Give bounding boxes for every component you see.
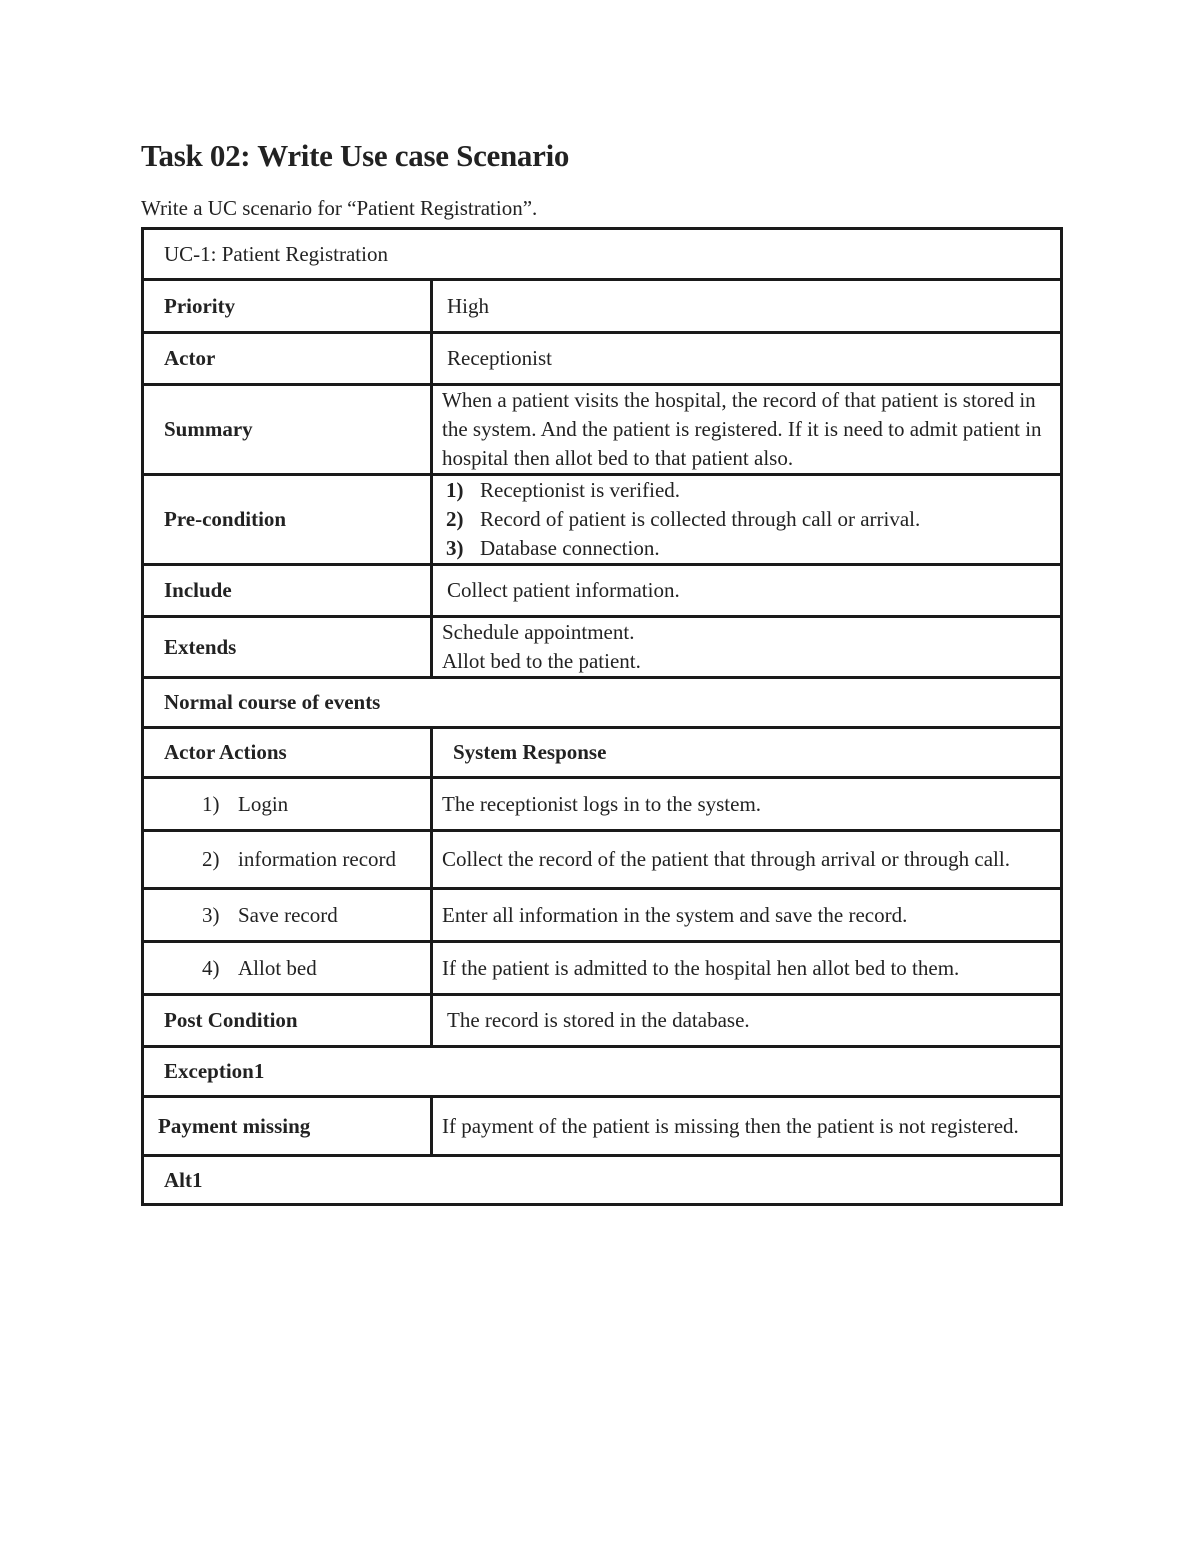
extends-row xyxy=(143,617,1062,678)
uc-header-row xyxy=(143,229,1062,280)
exception-label: Exception1 xyxy=(143,1047,1062,1097)
summary-value: When a patient visits the hospital, the record of that patient is stored in the system. And the patient is registered. If it is need to admit patient in hospital then allot bed to that patient also. xyxy=(432,385,1062,475)
precondition-label: Pre-condition xyxy=(143,475,432,565)
exception-row xyxy=(143,1047,1062,1097)
extends-line: Schedule appointment. xyxy=(442,620,635,644)
priority-label: Priority xyxy=(143,280,432,333)
include-row xyxy=(143,565,1062,617)
precondition-item-text: Receptionist is verified. xyxy=(480,478,681,502)
payment-missing-value: If payment of the patient is missing then the patient is not registered. xyxy=(432,1097,1062,1156)
alt-label: Alt1 xyxy=(143,1156,1062,1205)
precondition-item xyxy=(442,534,1060,563)
step-row xyxy=(143,778,1062,831)
actor-label: Actor xyxy=(143,333,432,385)
extends-value xyxy=(432,617,1062,678)
precondition-item-text: Database connection. xyxy=(480,536,660,560)
precondition-item-number: 3) xyxy=(446,536,464,560)
post-condition-label: Post Condition xyxy=(143,995,432,1047)
extends-line: Allot bed to the patient. xyxy=(442,649,641,673)
post-condition-value: The record is stored in the database. xyxy=(432,995,1062,1047)
columns-row xyxy=(143,728,1062,778)
precondition-item xyxy=(442,476,1060,505)
normal-course-row xyxy=(143,678,1062,728)
step-response: Collect the record of the patient that through arrival or through call. xyxy=(432,831,1062,889)
page-title: Task 02: Write Use case Scenario xyxy=(141,138,570,173)
precondition-row xyxy=(143,475,1062,565)
precondition-item xyxy=(442,505,1060,534)
precondition-list xyxy=(442,476,1060,563)
precondition-item-text: Record of patient is collected through call or arrival. xyxy=(480,507,921,531)
step-number: 4) xyxy=(202,955,220,980)
system-response-header: System Response xyxy=(432,728,1062,778)
step-action-text: Login xyxy=(238,791,289,816)
step-row xyxy=(143,889,1062,942)
payment-missing-row xyxy=(143,1097,1062,1156)
step-number: 2) xyxy=(202,847,220,871)
include-value: Collect patient information. xyxy=(432,565,1062,617)
priority-row xyxy=(143,280,1062,333)
precondition-item-number: 1) xyxy=(446,478,464,502)
step-action xyxy=(143,778,432,831)
priority-value: High xyxy=(432,280,1062,333)
step-response: Enter all information in the system and save the record. xyxy=(432,889,1062,942)
actor-row xyxy=(143,333,1062,385)
step-row xyxy=(143,831,1062,889)
payment-missing-label: Payment missing xyxy=(143,1097,432,1156)
step-row xyxy=(143,942,1062,995)
summary-label: Summary xyxy=(143,385,432,475)
actor-value: Receptionist xyxy=(432,333,1062,385)
step-response: The receptionist logs in to the system. xyxy=(432,778,1062,831)
post-condition-row xyxy=(143,995,1062,1047)
include-label: Include xyxy=(143,565,432,617)
step-action xyxy=(143,889,432,942)
step-action-text: Save record xyxy=(238,902,338,927)
step-action xyxy=(143,831,432,889)
step-number: 3) xyxy=(202,902,220,927)
step-action-text: Allot bed xyxy=(238,955,317,980)
precondition-value xyxy=(432,475,1062,565)
step-response: If the patient is admitted to the hospital hen allot bed to them. xyxy=(432,942,1062,995)
actor-actions-header: Actor Actions xyxy=(143,728,432,778)
step-action xyxy=(143,942,432,995)
intro-text: Write a UC scenario for “Patient Registration”. xyxy=(141,196,538,220)
summary-row xyxy=(143,385,1062,475)
alt-row xyxy=(143,1156,1062,1205)
step-number: 1) xyxy=(202,791,220,816)
precondition-item-number: 2) xyxy=(446,507,464,531)
step-action-text: information record xyxy=(238,847,397,871)
uc-header: UC-1: Patient Registration xyxy=(143,229,1062,280)
normal-course-label: Normal course of events xyxy=(143,678,1062,728)
use-case-table xyxy=(141,227,1063,1206)
extends-label: Extends xyxy=(143,617,432,678)
